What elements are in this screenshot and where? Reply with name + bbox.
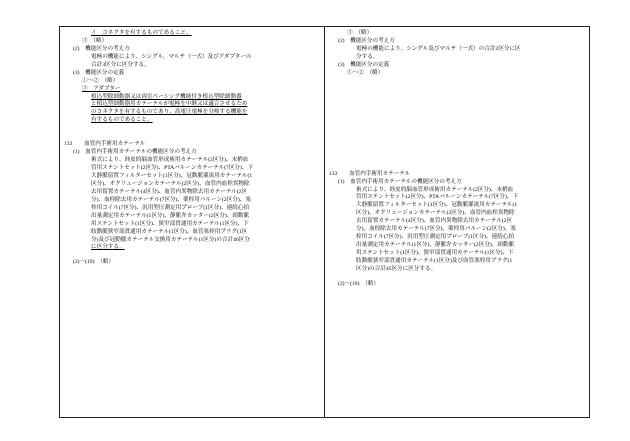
right-body-line-4: 区分)、オクリュージョンカテーテル(2区分)、血管内血栓異物除 xyxy=(356,210,515,217)
right-section-133-heading xyxy=(329,171,585,179)
right-line-4: 分する。 xyxy=(356,53,379,60)
left-body-line-11: 分)及び冠動脈カテーテル交換用カテーテル(1区分)の合計46区分 xyxy=(91,236,250,243)
right-item-1-body xyxy=(356,187,585,274)
right-column-cell xyxy=(325,27,590,418)
left-line-4: 電極の機能により、シングル，マルチ（一式）及びアダプターの xyxy=(91,53,252,60)
right-body-line-6: 分)、血栓除去用カテーテル(7区分)、薬栓用バルーン(2区分)、塞 xyxy=(356,226,516,233)
left-top-block xyxy=(64,30,320,125)
left-item-1-body xyxy=(91,157,320,252)
right-line-6: ①～② （略） xyxy=(347,69,384,76)
right-section-number: 133 xyxy=(329,170,338,177)
left-line-2: ③ （略） xyxy=(82,37,108,44)
left-spacer xyxy=(64,125,320,141)
right-line-5: (3) 機能区分の定義 xyxy=(338,61,390,68)
right-body-line-7: 栓用コイル(7区分)、汎用型圧測定用プローブ(1区分)、連続心拍 xyxy=(356,234,515,241)
left-body-line-7: 栓用コイル(7区分)、汎用型圧測定用プローブ(1区分)、連続心拍 xyxy=(91,204,250,211)
left-body-line-12: に区分する。 xyxy=(91,244,125,251)
left-column-cell xyxy=(60,27,325,418)
right-line-3: 電極の機能により、シングル及びマルチ（一式）の合計2区分に区 xyxy=(356,45,521,52)
left-section-title: 血管内手術用カテーテル xyxy=(84,141,146,148)
left-item-2-line: (2)～(19) （略） xyxy=(73,259,115,266)
right-body-line-9: 用ステントセット(1区分)、狭窄部貫通用カテーテル(1区分)、下 xyxy=(356,250,514,256)
right-top-block xyxy=(329,30,585,78)
right-spacer-2 xyxy=(329,274,585,281)
right-item-2-line: (2)～(19) （略） xyxy=(338,280,380,287)
left-line-10: と植込型細動器用カテーテルが電極を中継又は適合させるため xyxy=(91,101,248,108)
right-body-line-8: 出量測定用カテーテル(1区分)、静脈弁カッター(2区分)、頸動脈 xyxy=(356,242,515,249)
left-item-1 xyxy=(73,149,320,252)
left-body-line-9: 用ステントセット(1区分)、狭窄部貫通用カテーテル(1区分)、下 xyxy=(91,220,249,227)
left-item-1-label: (1) xyxy=(73,149,80,156)
right-spacer xyxy=(329,78,585,171)
right-item-1-label: (1) xyxy=(338,178,345,185)
left-line-11: のコネクタを有するものであり、高電圧電極を分岐する機能を xyxy=(91,109,248,116)
right-body-line-5: 去用留置カテーテル(4区分)、血管内異物除去用カテーテル(2区 xyxy=(356,218,513,225)
left-line-6: (3) 機能区分の定義 xyxy=(73,69,125,76)
left-line-5: 合計3区分に区分する。 xyxy=(91,61,150,68)
left-line-12: 有するものであること。 xyxy=(91,117,153,124)
left-item-1-title: 血管内手術用カテーテルの機能区分の考え方 xyxy=(85,149,197,156)
left-body-line-4: 区分)、オクリュージョンカテーテル(2区分)、血管内血栓異物除 xyxy=(91,180,250,187)
left-body-line-10: 肢動脈狭窄部貫通用カテーテル(1区分)、血管塞栓用プラグ(1区 xyxy=(91,228,248,235)
left-section-number: 133 xyxy=(64,141,73,148)
left-line-9: 植込型除細動器又は両室ペーシング機能付き植込型除細動器 xyxy=(91,93,242,100)
right-body-line-3: 大静脈留置フィルターセット(1区分)、冠動脈灌流用カテーテル(1 xyxy=(356,202,518,209)
left-item-1-heading xyxy=(73,149,320,157)
left-line-3: (2) 機能区分の考え方 xyxy=(73,45,130,52)
right-line-1: ③ （略） xyxy=(347,30,373,36)
left-line-1: イ コネクタを有するものであること。 xyxy=(91,30,192,36)
table-row xyxy=(60,27,590,418)
right-body-line-2: 管用ステントセット(2区分)、PTAバルーンカテーテル(7区分)、下 xyxy=(356,194,519,201)
comparison-table xyxy=(59,26,590,418)
right-body-line-11: 区分)の合計45区分に区分する。 xyxy=(356,265,437,272)
right-body-line-10: 肢動脈狭窄部貫通用カテーテル(1区分)及び血管塞栓用プラグ(1 xyxy=(356,257,513,264)
left-item-2 xyxy=(73,259,320,267)
left-body-line-1: 術式により、経皮的脳血管形成術用カテーテル(2区分)、末梢血 xyxy=(91,157,249,164)
left-body-line-3: 大静脈留置フィルターセット(1区分)、冠動脈灌流用カテーテル(1 xyxy=(91,173,253,179)
left-body-line-5: 去用留置カテーテル(4区分)、血管内異物除去用カテーテル(2区 xyxy=(91,188,248,195)
left-line-7: ①～② （略） xyxy=(82,77,119,84)
right-item-1-title: 血管内手術用カテーテルの機能区分の考え方 xyxy=(350,178,462,185)
left-line-8: ③ アダプター xyxy=(82,85,121,92)
right-body-line-1: 術式により、経皮的脳血管形成術用カテーテル(2区分)、末梢血 xyxy=(356,186,514,193)
left-body-line-6: 分)、血栓除去用カテーテル(7区分)、薬栓用バルーン(2区分)、塞 xyxy=(91,196,251,203)
right-line-2: (2) 機能区分の考え方 xyxy=(338,37,395,44)
right-item-1 xyxy=(338,179,585,274)
left-body-line-2: 管用ステントセット(2区分)、PTAバルーンカテーテル(7区分)、下 xyxy=(91,165,254,172)
left-section-133-heading xyxy=(64,141,320,149)
right-item-1-heading xyxy=(338,179,585,187)
right-section-title: 血管内手術用カテーテル xyxy=(349,170,411,177)
left-body-line-8: 出量測定用カテーテル(1区分)、静脈弁カッター(2区分)、頸動脈 xyxy=(91,212,250,219)
right-item-2 xyxy=(338,281,585,289)
